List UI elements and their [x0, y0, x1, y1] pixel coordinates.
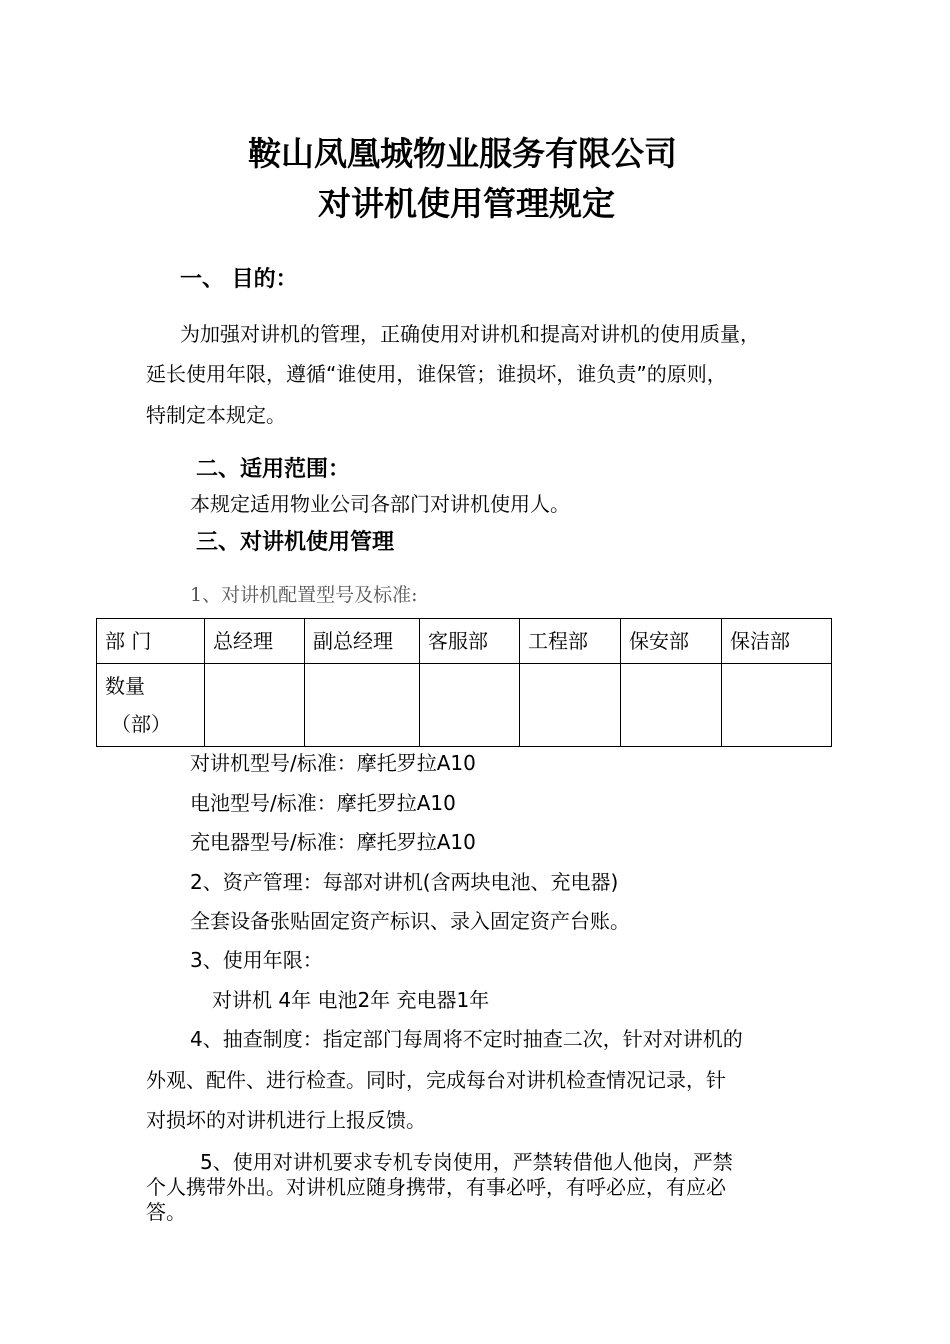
item-1-config: 1、对讲机配置型号及标准:: [190, 584, 418, 606]
section-2-heading: 二、适用范围：: [196, 457, 351, 482]
section-1-para-line1: 为加强对讲机的管理，正确使用对讲机和提高对讲机的使用质量，: [180, 322, 760, 346]
table-header-cell: 保安部: [621, 619, 722, 664]
table-header-cell: 工程部: [520, 619, 621, 664]
table-cell: [722, 664, 832, 747]
config-table: [96, 618, 832, 747]
model-radio: 对讲机型号/标准：摩托罗拉A10: [190, 751, 476, 775]
table-header-row: [97, 619, 832, 664]
section-1-heading: 一、 目的：: [180, 267, 298, 292]
title-regulation: 对讲机使用管理规定: [318, 184, 615, 223]
item-5-line3: 答。: [146, 1200, 186, 1224]
section-2-para: 本规定适用物业公司各部门对讲机使用人。: [190, 492, 570, 516]
table-row: [97, 664, 832, 747]
table-cell: [621, 664, 722, 747]
section-3-heading: 三、对讲机使用管理: [196, 530, 395, 555]
section-1-para-line3: 特制定本规定。: [146, 403, 286, 427]
table-cell: [520, 664, 621, 747]
item-5-line2: 个人携带外出。对讲机应随身携带，有事必呼，有呼必应，有应必: [146, 1175, 726, 1199]
item-4-line2: 外观、配件、进行检查。同时，完成每台对讲机检查情况记录，针: [146, 1068, 726, 1092]
item-2-line1: 2、资产管理：每部对讲机(含两块电池、充电器): [190, 870, 619, 894]
table-header-cell: 保洁部: [722, 619, 832, 664]
table-header-cell: 总经理: [205, 619, 305, 664]
table-header-cell: 客服部: [420, 619, 520, 664]
table-header-cell: 部 门: [97, 619, 205, 664]
table-header-cell: 副总经理: [305, 619, 420, 664]
title-company: 鞍山凤凰城物业服务有限公司: [248, 134, 677, 173]
section-1-para-line2: 延长使用年限，遵循“谁使用，谁保管；谁损坏，谁负责”的原则，: [146, 362, 727, 386]
item-2-line2: 全套设备张贴固定资产标识、录入固定资产台账。: [190, 909, 630, 933]
model-battery: 电池型号/标准：摩托罗拉A10: [190, 791, 456, 815]
item-4-line3: 对损坏的对讲机进行上报反馈。: [146, 1108, 426, 1132]
table-row-label: [97, 664, 205, 747]
quantity-unit-label: （部）: [111, 712, 171, 736]
item-4-line1: 4、抽查制度：指定部门每周将不定时抽查二次，针对对讲机的: [190, 1027, 743, 1051]
table-cell: [420, 664, 520, 747]
table-cell: [305, 664, 420, 747]
quantity-label: 数量: [105, 674, 145, 698]
item-5-line1: 5、使用对讲机要求专机专岗使用，严禁转借他人他岗，严禁: [200, 1150, 733, 1174]
item-3-line2: 对讲机 4年 电池2年 充电器1年: [212, 988, 490, 1012]
item-3-line1: 3、使用年限：: [190, 948, 323, 972]
model-charger: 充电器型号/标准：摩托罗拉A10: [190, 830, 476, 854]
table-cell: [205, 664, 305, 747]
